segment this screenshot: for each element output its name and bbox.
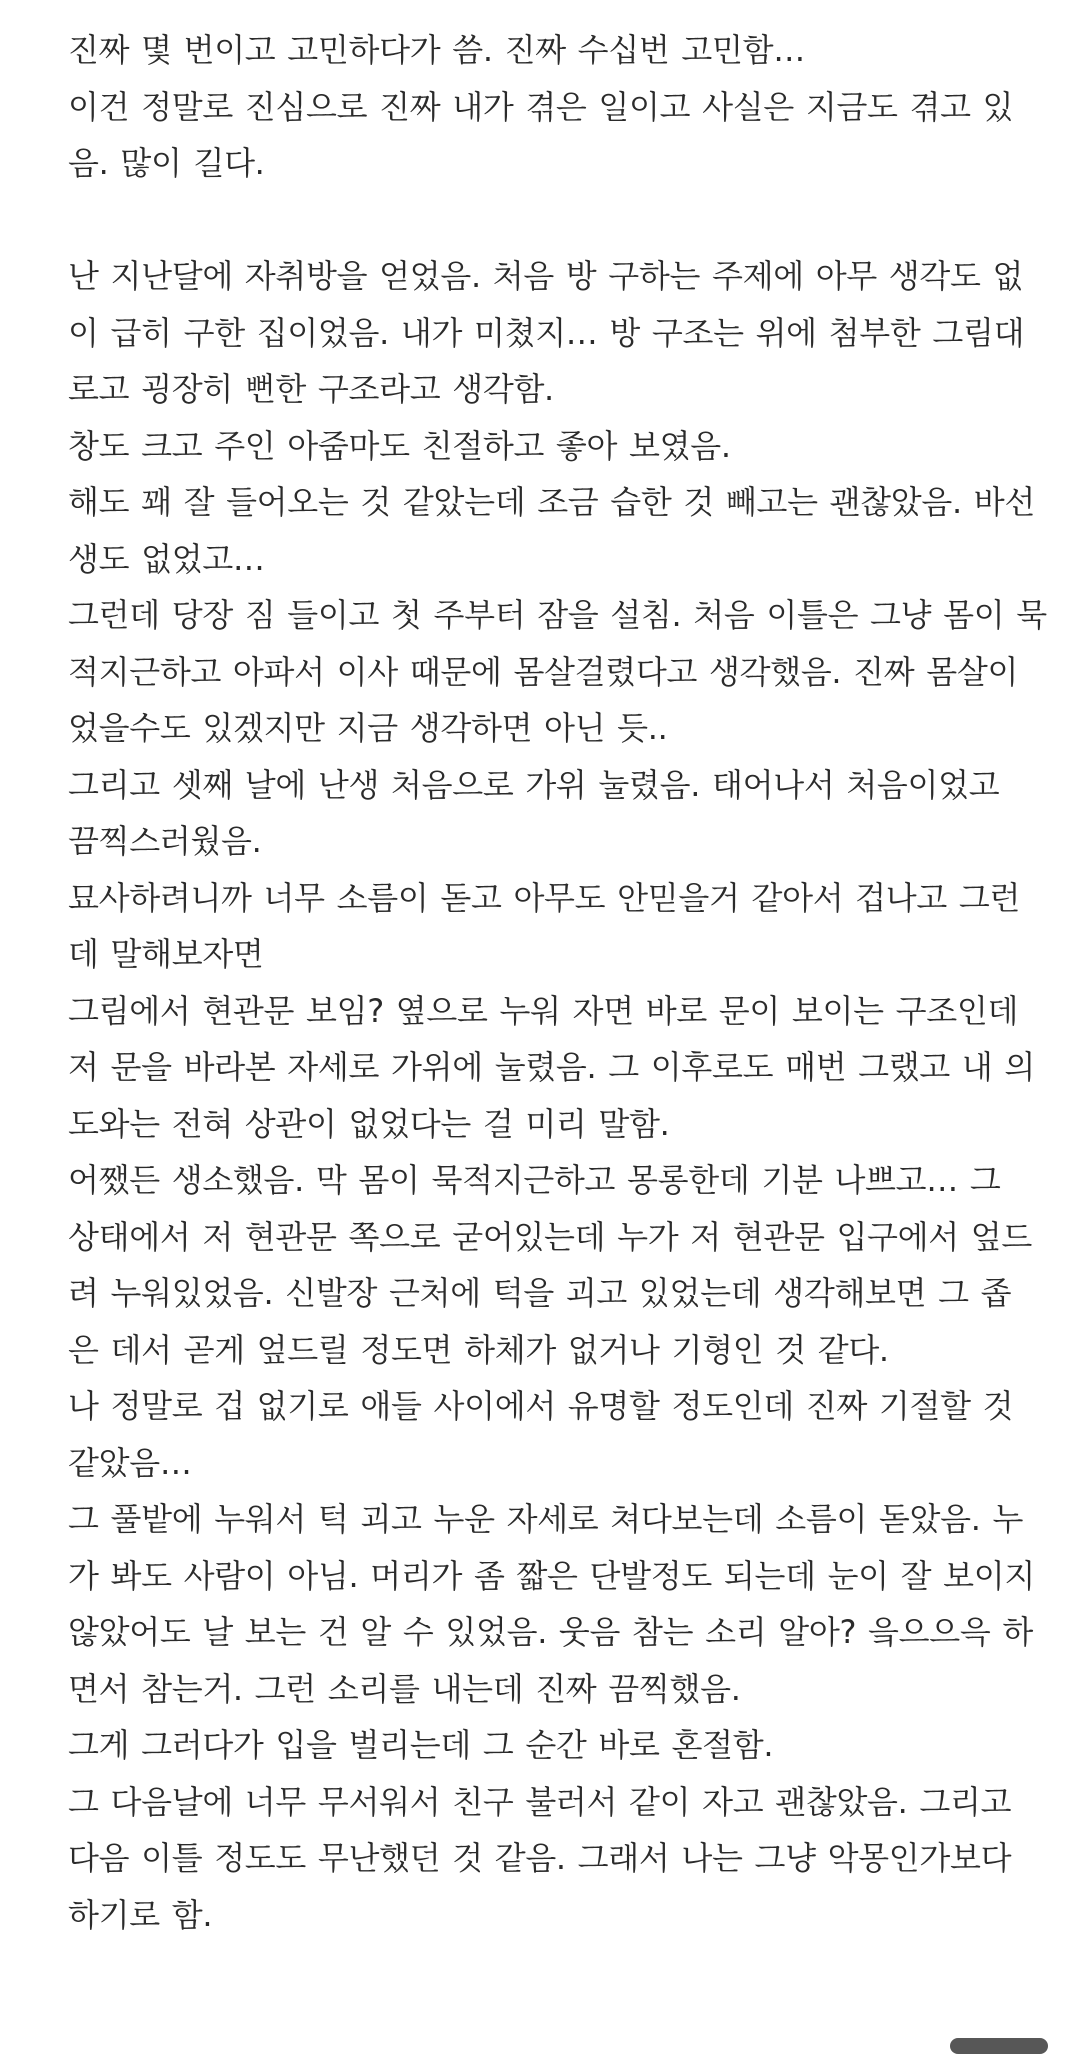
post-text-line: 이건 정말로 진심으로 진짜 내가 겪은 일이고 사실은 지금도 겪고 있 — [68, 87, 1014, 126]
post-text-line: 그 다음날에 너무 무서워서 친구 불러서 같이 자고 괜찮았음. 그리고 — [68, 1782, 1012, 1821]
post-text-line: 나 정말로 겁 없기로 애들 사이에서 유명할 정도인데 진짜 기절할 것 — [68, 1387, 1014, 1425]
post-text-line: 묘사하려니까 너무 소름이 돋고 아무도 안믿을거 같아서 겁나고 그런 — [68, 878, 1021, 917]
post-text-line: 하기로 함. — [68, 1895, 213, 1934]
post-text-line: 그 풀밭에 누워서 턱 괴고 누운 자세로 쳐다보는데 소름이 돋았음. 누 — [68, 1500, 1024, 1538]
post-text-line: 로고 굉장히 뻔한 구조라고 생각함. — [68, 370, 554, 408]
post-text-line: 그림에서 현관문 보임? 옆으로 누워 자면 바로 문이 보이는 구조인데 — [68, 991, 1019, 1030]
post-text-line: 었을수도 있겠지만 지금 생각하면 아닌 듯.. — [68, 709, 668, 747]
paragraph-spacer — [68, 192, 1058, 249]
post-text-line: 적지근하고 아파서 이사 때문에 몸살걸렸다고 생각했음. 진짜 몸살이 — [68, 652, 1019, 691]
post-text-line: 생도 없었고… — [68, 539, 265, 578]
post-text-line: 창도 크고 주인 아줌마도 친절하고 좋아 보였음. — [68, 426, 731, 465]
post-text-line: 난 지난달에 자취방을 얻었음. 처음 방 구하는 주제에 아무 생각도 없 — [68, 257, 1024, 295]
post-text-line: 은 데서 곧게 엎드릴 정도면 하체가 없거나 기형인 것 같다. — [68, 1330, 889, 1369]
post-text-line: 려 누워있었음. 신발장 근처에 턱을 괴고 있었는데 생각해보면 그 좁 — [68, 1274, 1012, 1312]
post-text-line: 그리고 셋째 날에 난생 처음으로 가위 눌렸음. 태어나서 처음이었고 — [68, 765, 1000, 804]
post-text-line: 다음 이틀 정도도 무난했던 것 같음. 그래서 나는 그냥 악몽인가보다 — [68, 1839, 1012, 1877]
post-text-line: 상태에서 저 현관문 쪽으로 굳어있는데 누가 저 현관문 입구에서 엎드 — [68, 1217, 1032, 1256]
post-text-line: 그런데 당장 짐 들이고 첫 주부터 잠을 설침. 처음 이틀은 그냥 몸이 묵 — [68, 596, 1047, 634]
post-text-line: 음. 많이 길다. — [68, 144, 265, 182]
post-text-line: 가 봐도 사람이 아님. 머리가 좀 짧은 단발정도 되는데 눈이 잘 보이지 — [68, 1556, 1035, 1595]
post-text-line: 진짜 몇 번이고 고민하다가 씀. 진짜 수십번 고민함… — [68, 31, 805, 69]
post-text-line: 이 급히 구한 집이었음. 내가 미쳤지… 방 구조는 위에 첨부한 그림대 — [68, 313, 1025, 352]
post-text-line: 않았어도 날 보는 건 알 수 있었음. 웃음 참는 소리 알아? 읔으으윽 하 — [68, 1613, 1033, 1651]
post-text-line: 같았음… — [68, 1443, 192, 1482]
scrollbar-thumb[interactable] — [950, 2038, 1048, 2054]
post-text-line: 해도 꽤 잘 들어오는 것 같았는데 조금 습한 것 빼고는 괜찮았음. 바선 — [68, 483, 1035, 521]
post-text-line: 도와는 전혀 상관이 없었다는 걸 미리 말함. — [68, 1104, 670, 1143]
post-text-line: 저 문을 바라본 자세로 가위에 눌렸음. 그 이후로도 매번 그랬고 내 의 — [68, 1048, 1035, 1086]
post-text-line: 데 말해보자면 — [68, 935, 264, 973]
post-text-line: 면서 참는거. 그런 소리를 내는데 진짜 끔찍했음. — [68, 1669, 741, 1708]
post-body — [68, 22, 1058, 1943]
post-text-line: 끔찍스러웠음. — [68, 822, 262, 860]
post-text-line: 어쨌든 생소했음. 막 몸이 묵적지근하고 몽롱한데 기분 나쁘고… 그 — [68, 1161, 1001, 1199]
post-text-line: 그게 그러다가 입을 벌리는데 그 순간 바로 혼절함. — [68, 1726, 774, 1764]
